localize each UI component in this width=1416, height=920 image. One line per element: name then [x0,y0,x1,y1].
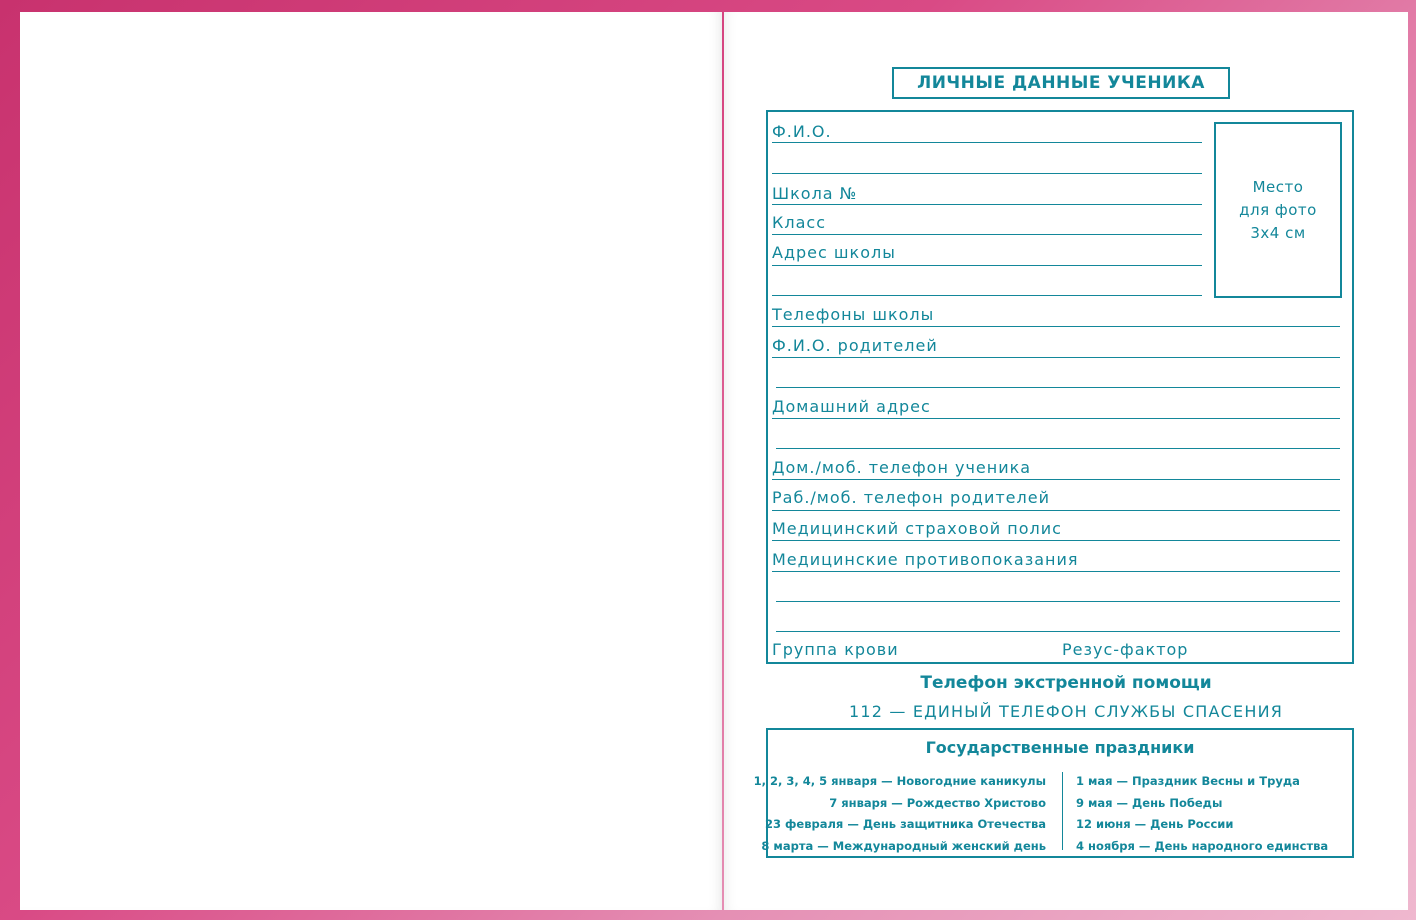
emergency-title: Телефон экстренной помощи [920,673,1212,693]
class-label: Класс [772,213,826,232]
parents-phone-field[interactable] [772,510,1340,511]
holidays-box [753,728,1354,858]
holiday-item: 23 февраля — День защитника Отечества [765,817,1046,831]
holiday-item: 1 мая — Праздник Весны и Труда [1076,774,1300,788]
school-phones-label: Телефоны школы [772,305,935,324]
personal-data-form [766,110,1354,664]
contraindications-field-line3[interactable] [776,631,1340,632]
page-title: ЛИЧНЫЕ ДАННЫЕ УЧЕНИКА [892,67,1230,99]
photo-text-line: Место [1252,177,1304,196]
contraindications-field[interactable] [772,571,1340,572]
holiday-item: 1, 2, 3, 4, 5 января — Новогодние каникулы [753,774,1046,788]
parents-fio-field[interactable] [772,357,1340,358]
school-number-field[interactable] [772,204,1202,205]
photo-text-line: 3х4 см [1250,223,1306,242]
home-address-field[interactable] [772,418,1340,419]
fio-field-line2[interactable] [772,173,1202,174]
insurance-label: Медицинский страховой полис [772,519,1062,538]
school-phones-field[interactable] [772,326,1340,327]
holidays-left-column [754,771,1046,857]
school-address-field[interactable] [772,265,1202,266]
parents-fio-label: Ф.И.О. родителей [772,336,938,355]
school-number-label: Школа № [772,184,858,203]
holiday-item: 7 января — Рождество Христово [829,795,1046,810]
contraindications-field-line2[interactable] [776,601,1340,602]
photo-text-line: для фото [1239,200,1317,219]
right-page [724,12,1408,910]
home-address-field-line2[interactable] [776,448,1340,449]
insurance-field[interactable] [772,540,1340,541]
photo-placeholder [1214,122,1342,298]
class-field[interactable] [772,234,1202,235]
holidays-divider [1062,772,1063,850]
left-page-blank [20,12,722,910]
holiday-item: 9 мая — День Победы [1076,795,1223,810]
school-address-field-line2[interactable] [772,295,1202,296]
parents-fio-field-line2[interactable] [776,387,1340,388]
blood-group-label: Группа крови [772,640,899,659]
rh-factor-label: Резус-фактор [1062,640,1189,659]
holidays-title: Государственные праздники [925,738,1195,757]
emergency-number: 112 — ЕДИНЫЙ ТЕЛЕФОН СЛУЖБЫ СПАСЕНИЯ [848,702,1284,721]
fio-label: Ф.И.О. [772,122,832,141]
student-phone-label: Дом./моб. телефон ученика [772,458,1032,477]
holidays-right-column [1076,771,1328,857]
fio-field[interactable] [772,142,1202,143]
holiday-item: 4 ноября — День народного единства [1076,838,1329,853]
contraindications-label: Медицинские противопоказания [772,550,1079,569]
parents-phone-label: Раб./моб. телефон родителей [772,488,1050,507]
student-phone-field[interactable] [772,479,1340,480]
holiday-item: 12 июня — День России [1076,817,1234,831]
holiday-item: 8 марта — Международный женский день [761,838,1046,853]
home-address-label: Домашний адрес [772,397,931,416]
school-address-label: Адрес школы [772,243,896,262]
